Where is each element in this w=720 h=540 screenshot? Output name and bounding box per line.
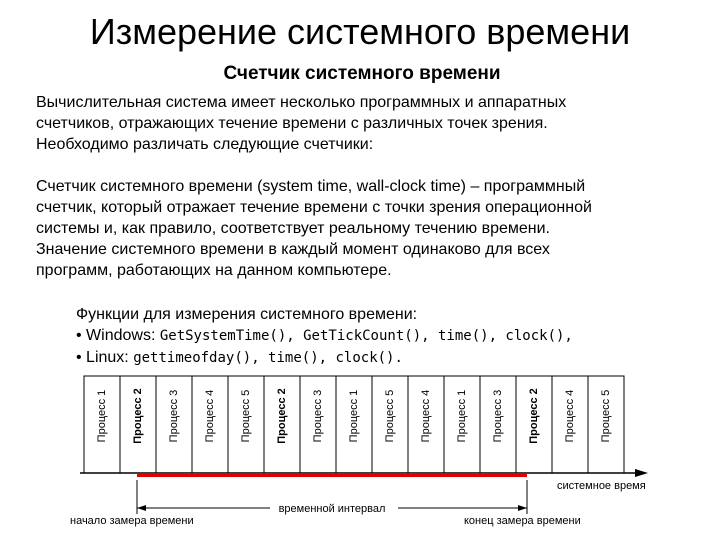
axis-arrowhead bbox=[635, 469, 648, 477]
interval-right-arrow bbox=[518, 505, 527, 511]
windows-label: • Windows: bbox=[76, 327, 160, 344]
process-label: Процесс 4 bbox=[564, 389, 576, 443]
functions-heading: Функции для измерения системного времени: bbox=[76, 306, 418, 323]
start-label: начало замера времени bbox=[70, 515, 194, 527]
axis-label: системное время bbox=[557, 480, 646, 492]
process-label: Процесс 2 bbox=[528, 388, 540, 444]
process-slots bbox=[84, 376, 624, 473]
paragraph-line: счетчик, который отражает течение времени с точки зрения операционной bbox=[36, 199, 592, 216]
paragraph-line: Вычислительная система имеет несколько программных и аппаратных bbox=[36, 94, 567, 111]
process-label: Процесс 5 bbox=[384, 389, 396, 443]
intro-paragraph bbox=[36, 92, 696, 155]
interval-left-arrow bbox=[137, 505, 146, 511]
paragraph-line: Необходимо различать следующие счетчики: bbox=[36, 136, 374, 153]
process-label: Процесс 5 bbox=[600, 389, 612, 443]
paragraph-line: системы и, как правило, соответствует реальному течению времени. bbox=[36, 220, 550, 237]
linux-function-names: gettimeofday(), time(), clock(). bbox=[133, 350, 403, 366]
process-label: Процесс 3 bbox=[312, 389, 324, 443]
paragraph-line: счетчиков, отражающих течение времени с различных точек зрения. bbox=[36, 115, 548, 132]
page-title: Измерение системного времени bbox=[89, 11, 631, 52]
windows-functions bbox=[76, 325, 573, 347]
process-label: Процесс 1 bbox=[456, 389, 468, 443]
windows-function-names: GetSystemTime(), GetTickCount(), time(), clock(), bbox=[159, 328, 573, 344]
paragraph-line: Счетчик системного времени (system time, wall-clock time) – программный bbox=[36, 178, 586, 195]
paragraph-line: Значение системного времени в каждый момент одинаково для всех bbox=[36, 241, 550, 258]
section-subtitle bbox=[0, 62, 720, 86]
process-timeline-diagram bbox=[60, 368, 660, 536]
end-label: конец замера времени bbox=[464, 515, 581, 527]
functions-list bbox=[76, 304, 573, 369]
process-label: Процесс 5 bbox=[240, 389, 252, 443]
definition-paragraph bbox=[36, 176, 696, 281]
subtitle-text: Счетчик системного времени bbox=[223, 63, 501, 84]
process-label: Процесс 4 bbox=[204, 389, 216, 443]
paragraph-line: программ, работающих на данном компьютере. bbox=[36, 262, 392, 279]
process-label: Процесс 3 bbox=[492, 389, 504, 443]
process-label: Процесс 4 bbox=[420, 389, 432, 443]
process-label: Процесс 2 bbox=[276, 388, 288, 444]
process-label: Процесс 2 bbox=[132, 388, 144, 444]
linux-functions bbox=[76, 347, 573, 369]
linux-label: • Linux: bbox=[76, 349, 134, 366]
interval-label: временной интервал bbox=[278, 503, 386, 515]
process-label: Процесс 1 bbox=[348, 389, 360, 443]
process-label: Процесс 3 bbox=[168, 389, 180, 443]
process-label: Процесс 1 bbox=[96, 389, 108, 443]
